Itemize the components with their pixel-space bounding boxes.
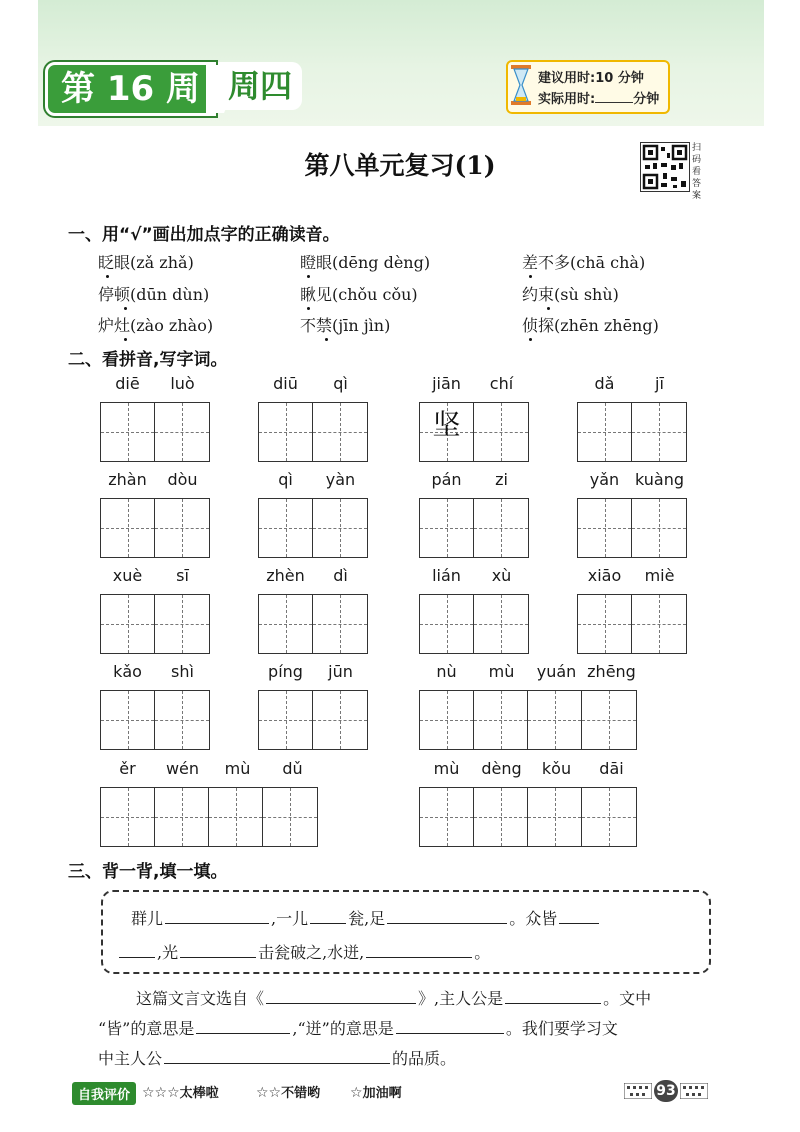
pinyin-label: sī <box>176 566 189 585</box>
cell-character <box>632 595 686 653</box>
pinyin-label: xuè <box>112 566 143 585</box>
cell-character <box>474 595 528 653</box>
writing-cell[interactable] <box>632 499 686 557</box>
page-decoration-icon <box>624 1083 652 1099</box>
writing-cell[interactable] <box>259 403 313 461</box>
fill-blank[interactable] <box>164 1049 390 1064</box>
cell-character <box>578 595 631 653</box>
pinyin-label: lián <box>432 566 461 585</box>
cell-character <box>578 499 631 557</box>
pinyin-label: ěr <box>119 759 136 778</box>
writing-grid <box>419 594 529 654</box>
cell-character <box>155 595 209 653</box>
writing-cell[interactable] <box>420 403 474 461</box>
pinyin-label: wén <box>165 759 200 778</box>
cell-character <box>101 595 154 653</box>
cell-character <box>420 595 473 653</box>
cell-character <box>263 788 317 846</box>
q1-item[interactable]: 炉灶(zào zhào) <box>98 316 214 335</box>
q1-item[interactable]: 停顿(dūn dùn) <box>98 285 210 304</box>
qr-label: 扫码看答案 <box>692 143 702 201</box>
writing-cell[interactable] <box>155 691 209 749</box>
q1-item[interactable]: 差不多(chā chà) <box>522 253 646 272</box>
writing-cell[interactable] <box>259 499 313 557</box>
writing-cell[interactable] <box>209 788 263 846</box>
writing-grid <box>258 498 368 558</box>
writing-cell[interactable] <box>474 788 528 846</box>
writing-cell[interactable] <box>101 691 155 749</box>
cell-character <box>259 691 312 749</box>
writing-cell[interactable] <box>582 788 636 846</box>
pinyin-label: luò <box>170 374 195 393</box>
emphasis-dot <box>307 307 310 310</box>
star-icon: ☆ <box>350 1085 363 1101</box>
pinyin-label: kuàng <box>634 470 684 489</box>
pinyin-label: dì <box>333 566 348 585</box>
cell-character <box>259 499 312 557</box>
writing-grid <box>577 402 687 462</box>
emphasis-dot <box>529 338 532 341</box>
pinyin-label: mù <box>224 759 251 778</box>
writing-grid <box>258 402 368 462</box>
cell-character <box>578 403 631 461</box>
writing-cell[interactable] <box>474 499 528 557</box>
fill-blank[interactable] <box>559 909 599 924</box>
writing-cell[interactable] <box>313 499 367 557</box>
writing-grid <box>577 594 687 654</box>
writing-cell[interactable] <box>155 403 209 461</box>
cell-character <box>474 499 528 557</box>
pinyin-label: dǔ <box>282 759 303 778</box>
writing-grid <box>258 690 368 750</box>
writing-cell[interactable] <box>101 499 155 557</box>
writing-cell[interactable] <box>632 595 686 653</box>
pinyin-label: yàn <box>325 470 356 489</box>
writing-cell[interactable] <box>420 788 474 846</box>
writing-cell[interactable] <box>578 595 632 653</box>
cell-character <box>313 499 367 557</box>
pinyin-label: jī <box>655 374 664 393</box>
para-line-2: “皆”的意思是 ,“迸”的意思是 。我们要学习文 <box>98 1019 618 1038</box>
q1-item[interactable]: 不禁(jīn jìn) <box>300 316 391 335</box>
rating-keep-going[interactable]: ☆加油啊 <box>350 1085 402 1101</box>
pinyin-label: jiān <box>432 374 461 393</box>
pinyin-label: dǎ <box>594 374 615 393</box>
pinyin-label: zhèn <box>266 566 305 585</box>
cell-character <box>101 499 154 557</box>
q1-item[interactable]: 眨眼(zǎ zhǎ) <box>98 253 194 272</box>
self-eval-badge: 自我评价 <box>72 1082 136 1105</box>
pinyin-label: jūn <box>328 662 353 681</box>
page-decoration-icon <box>680 1083 708 1099</box>
section1-heading: 一、用“√”画出加点字的正确读音。 <box>68 225 340 245</box>
section2-heading: 二、看拼音,写字词。 <box>68 350 228 370</box>
emphasis-dot <box>124 307 127 310</box>
pinyin-label: dèng <box>481 759 522 778</box>
writing-cell[interactable] <box>632 403 686 461</box>
pinyin-label: diē <box>115 374 140 393</box>
cell-character <box>582 788 636 846</box>
cell-character <box>209 788 262 846</box>
writing-cell[interactable] <box>582 691 636 749</box>
cell-character <box>313 595 367 653</box>
emphasis-dot <box>307 275 310 278</box>
writing-grid <box>258 594 368 654</box>
star-icon: ☆☆ <box>256 1085 282 1101</box>
cell-character <box>474 403 528 461</box>
cell-character <box>101 788 154 846</box>
page-number: 93 <box>654 1080 678 1102</box>
writing-grid <box>419 498 529 558</box>
writing-cell[interactable] <box>528 788 582 846</box>
writing-cell[interactable] <box>528 691 582 749</box>
pinyin-label: diū <box>273 374 298 393</box>
para-line-3: 中主人公 的品质。 <box>98 1049 457 1068</box>
writing-cell[interactable] <box>474 595 528 653</box>
pinyin-label: zhēng <box>587 662 636 681</box>
cell-character <box>528 788 581 846</box>
pinyin-label: qì <box>333 374 348 393</box>
cell-character: 坚 <box>432 408 461 441</box>
cell-character <box>582 691 636 749</box>
suggested-time: 建议用时:10 分钟 <box>538 71 644 86</box>
cell-character <box>420 691 473 749</box>
pinyin-label: qì <box>278 470 293 489</box>
pinyin-label: dòu <box>167 470 198 489</box>
writing-cell[interactable] <box>578 499 632 557</box>
cell-character <box>155 499 209 557</box>
emphasis-dot <box>529 275 532 278</box>
rating-good[interactable]: ☆☆不错哟 <box>256 1085 321 1101</box>
pinyin-label: zi <box>495 470 508 489</box>
emphasis-dot <box>325 338 328 341</box>
q1-item[interactable]: 侦探(zhēn zhēng) <box>522 316 659 335</box>
cell-character <box>101 691 154 749</box>
pinyin-label: dāi <box>599 759 624 778</box>
pinyin-label: shì <box>171 662 194 681</box>
page-title: 第八单元复习(1) <box>304 151 496 180</box>
week-tab: 第 16 周 <box>45 62 216 116</box>
cell-character <box>420 788 473 846</box>
writing-grid <box>100 498 210 558</box>
cell-character <box>420 499 473 557</box>
fill-blank[interactable] <box>505 989 601 1004</box>
cell-character <box>632 499 686 557</box>
fill-blank[interactable] <box>196 1019 290 1034</box>
writing-cell[interactable] <box>420 595 474 653</box>
writing-cell[interactable] <box>263 788 317 846</box>
pinyin-label: yuán <box>536 662 577 681</box>
writing-grid <box>577 498 687 558</box>
pinyin-label: yǎn <box>589 470 620 489</box>
cell-character <box>101 403 154 461</box>
cell-character <box>313 403 367 461</box>
emphasis-dot <box>106 275 109 278</box>
fill-blank[interactable] <box>266 989 416 1004</box>
writing-cell[interactable] <box>578 403 632 461</box>
writing-grid <box>100 594 210 654</box>
writing-cell[interactable] <box>420 691 474 749</box>
writing-cell[interactable] <box>313 691 367 749</box>
writing-cell[interactable] <box>259 595 313 653</box>
writing-grid <box>100 402 210 462</box>
star-icon: ☆☆☆ <box>142 1085 180 1101</box>
writing-grid <box>100 690 210 750</box>
fill-blank[interactable] <box>396 1019 504 1034</box>
cell-character <box>313 691 367 749</box>
qr-code-icon[interactable] <box>640 142 690 192</box>
writing-cell[interactable] <box>101 403 155 461</box>
pinyin-label: chí <box>489 374 514 393</box>
pinyin-label: pán <box>431 470 462 489</box>
writing-grid <box>419 402 529 462</box>
cell-character <box>155 788 208 846</box>
fill-blank[interactable] <box>387 909 507 924</box>
pinyin-label: miè <box>644 566 675 585</box>
pinyin-label: zhàn <box>108 470 147 489</box>
writing-cell[interactable] <box>101 595 155 653</box>
cell-character <box>528 691 581 749</box>
writing-cell[interactable] <box>155 499 209 557</box>
writing-cell[interactable] <box>155 595 209 653</box>
section3-heading: 三、背一背,填一填。 <box>68 862 228 882</box>
actual-time: 实际用时: 分钟 <box>538 92 660 107</box>
pinyin-label: nù <box>436 662 457 681</box>
cell-character <box>474 788 527 846</box>
writing-cell[interactable] <box>155 788 209 846</box>
writing-grid <box>419 690 637 750</box>
actual-time-blank[interactable] <box>595 91 633 103</box>
fill-blank[interactable] <box>180 943 256 958</box>
writing-cell[interactable] <box>313 403 367 461</box>
pinyin-label: kǎo <box>113 662 142 681</box>
q1-item[interactable]: 瞪眼(dēng dèng) <box>300 253 431 272</box>
hourglass-icon <box>510 64 532 106</box>
para-line-1: 这篇文言文选自《 》,主人公是 。文中 <box>136 989 652 1008</box>
cell-character <box>155 691 209 749</box>
q1-item[interactable]: 瞅见(chǒu cǒu) <box>300 285 418 304</box>
q1-item[interactable]: 约束(sù shù) <box>522 285 619 304</box>
cell-character <box>474 691 527 749</box>
pinyin-label: xù <box>491 566 512 585</box>
emphasis-dot <box>124 338 127 341</box>
day-tab: 周四 <box>218 62 302 110</box>
fill-blank[interactable] <box>165 909 269 924</box>
writing-cell[interactable] <box>474 403 528 461</box>
cell-character <box>155 403 209 461</box>
pinyin-label: mù <box>433 759 460 778</box>
pinyin-label: kǒu <box>541 759 572 778</box>
writing-cell[interactable] <box>420 499 474 557</box>
writing-cell[interactable] <box>101 788 155 846</box>
recite-line-1: 群儿 ,一儿 瓮,足 。众皆 <box>131 906 601 929</box>
recitation-box <box>101 890 711 974</box>
writing-grid <box>419 787 637 847</box>
recite-line-2: ,光 击瓮破之,水迸, 。 <box>117 940 490 963</box>
fill-blank[interactable] <box>366 943 472 958</box>
writing-cell[interactable] <box>474 691 528 749</box>
writing-cell[interactable] <box>313 595 367 653</box>
pinyin-label: píng <box>268 662 303 681</box>
rating-great[interactable]: ☆☆☆太棒啦 <box>142 1085 219 1101</box>
writing-grid <box>100 787 318 847</box>
fill-blank[interactable] <box>310 909 346 924</box>
cell-character <box>632 403 686 461</box>
pinyin-label: xiāo <box>587 566 622 585</box>
writing-cell[interactable] <box>259 691 313 749</box>
cell-character <box>259 595 312 653</box>
emphasis-dot <box>547 307 550 310</box>
cell-character <box>259 403 312 461</box>
fill-blank[interactable] <box>119 943 155 958</box>
pinyin-label: mù <box>488 662 515 681</box>
